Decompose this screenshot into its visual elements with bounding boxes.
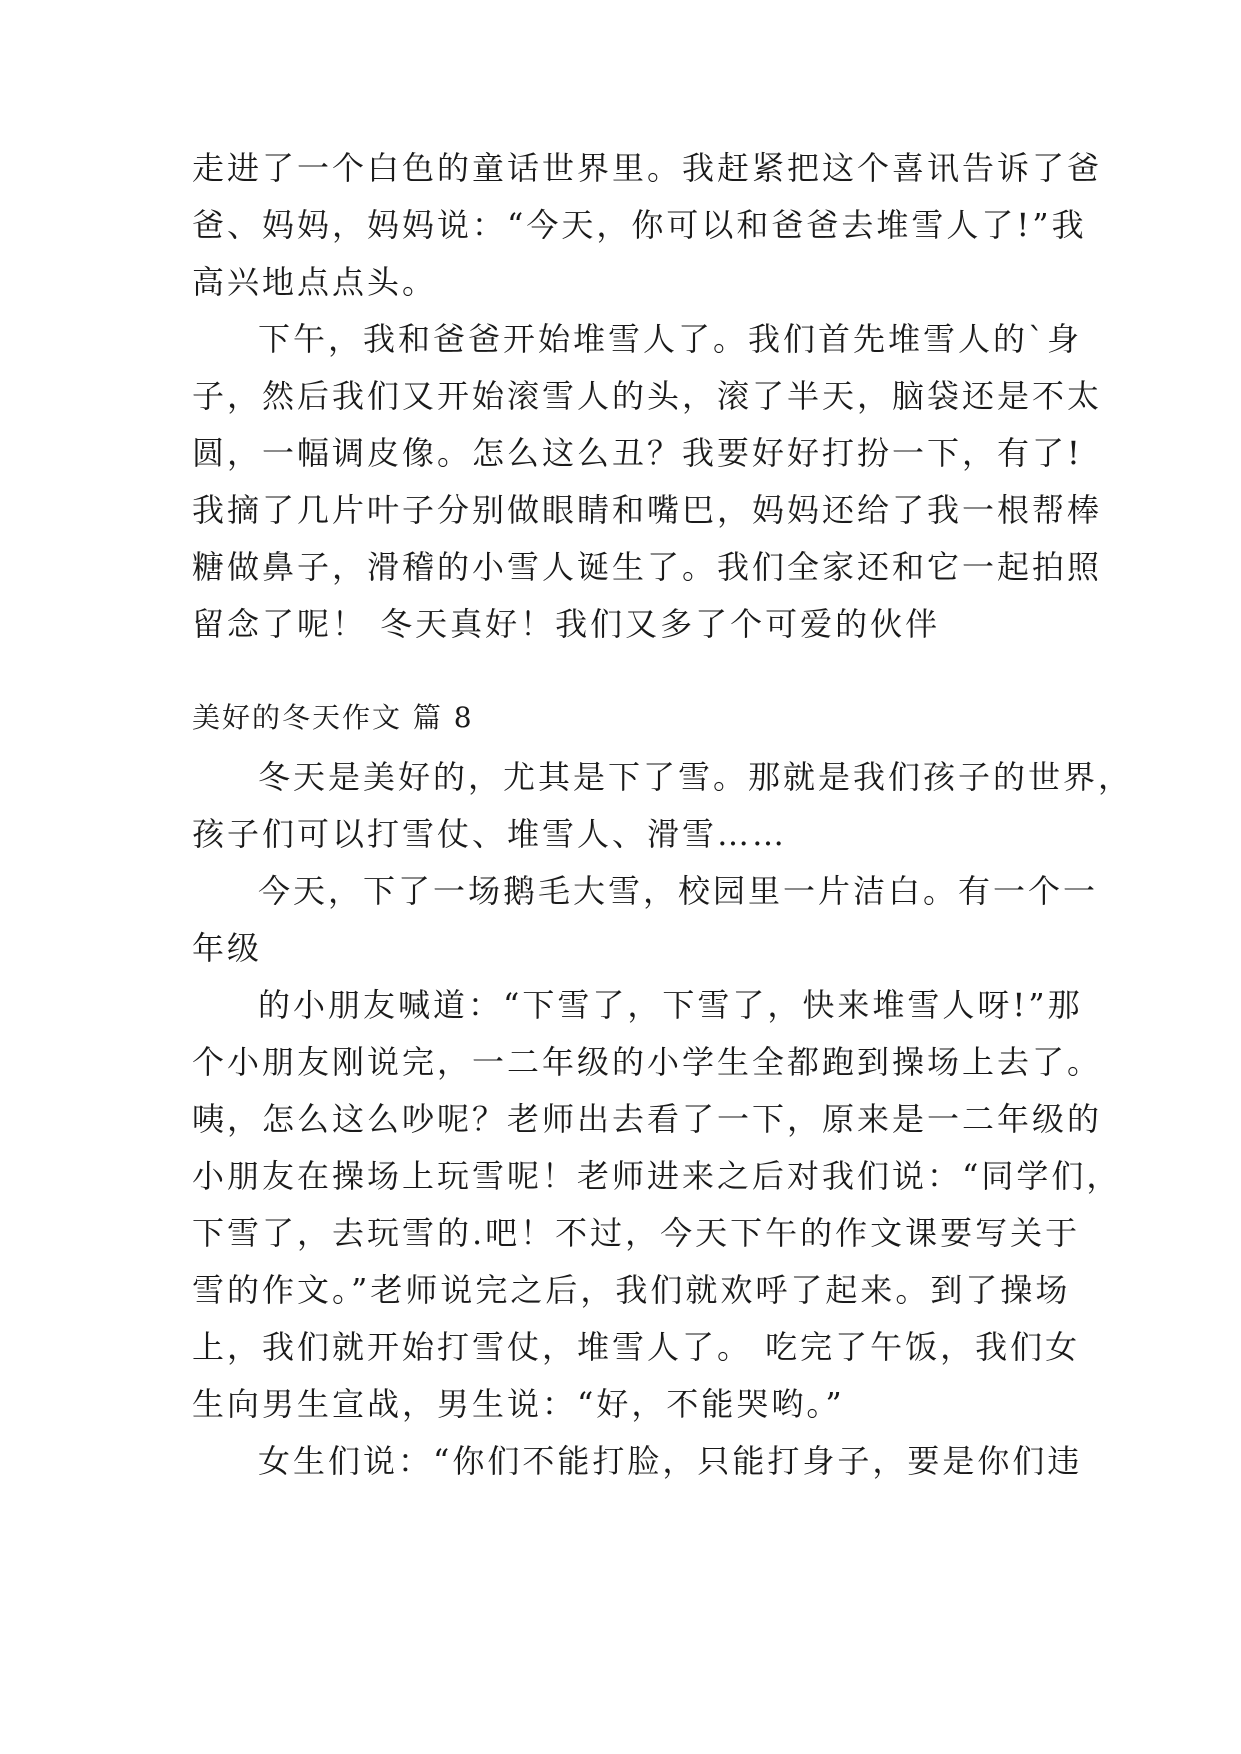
- paragraph-line: 个小朋友刚说完，一二年级的小学生全都跑到操场上去了。: [192, 1043, 1103, 1081]
- paragraph-line: 雪的作文。”老师说完之后，我们就欢呼了起来。到了操场: [192, 1271, 1071, 1309]
- paragraph-line: 上，我们就开始打雪仗，堆雪人了。 吃完了午饭，我们女: [192, 1328, 1081, 1366]
- paragraph-line: 咦，怎么这么吵呢？老师出去看了一下，原来是一二年级的: [192, 1100, 1103, 1138]
- paragraph-line: 下雪了，去玩雪的.吧！不过，今天下午的作文课要写关于: [192, 1214, 1081, 1252]
- paragraph-line: 子，然后我们又开始滚雪人的头，滚了半天，脑袋还是不太: [192, 377, 1103, 415]
- paragraph-line: 小朋友在操场上玩雪呢！老师进来之后对我们说：“同学们，: [192, 1157, 1122, 1195]
- paragraph-line: 下午，我和爸爸开始堆雪人了。我们首先堆雪人的`身: [258, 320, 1083, 358]
- paragraph-line: 的小朋友喊道：“下雪了，下雪了，快来堆雪人呀!”那: [258, 986, 1083, 1024]
- paragraph-line: 今天，下了一场鹅毛大雪，校园里一片洁白。有一个一: [258, 872, 1099, 910]
- paragraph-line: 女生们说：“你们不能打脸，只能打身子，要是你们违: [258, 1442, 1083, 1480]
- paragraph-line: 高兴地点点头。: [192, 263, 438, 301]
- paragraph-line: 圆，一幅调皮像。怎么这么丑？我要好好打扮一下，有了!: [192, 434, 1083, 472]
- paragraph-line: 生向男生宣战，男生说：“好，不能哭哟。”: [192, 1385, 845, 1423]
- paragraph-line: 走进了一个白色的童话世界里。我赶紧把这个喜讯告诉了爸: [192, 149, 1103, 187]
- paragraph-line: 孩子们可以打雪仗、堆雪人、滑雪……: [192, 815, 788, 853]
- paragraph-line: 爸、妈妈，妈妈说：“今天，你可以和爸爸去堆雪人了!”我: [192, 206, 1087, 244]
- paragraph-line: 糖做鼻子，滑稽的小雪人诞生了。我们全家还和它一起拍照: [192, 548, 1103, 586]
- paragraph-line: 我摘了几片叶子分别做眼睛和嘴巴，妈妈还给了我一根帮棒: [192, 491, 1103, 529]
- paragraph-line: 留念了呢！ 冬天真好！我们又多了个可爱的伙伴: [192, 605, 941, 643]
- paragraph-line: 年级: [192, 929, 263, 967]
- paragraph-line: 冬天是美好的，尤其是下了雪。那就是我们孩子的世界，: [258, 758, 1134, 796]
- section-heading: 美好的冬天作文 篇 8: [192, 701, 474, 734]
